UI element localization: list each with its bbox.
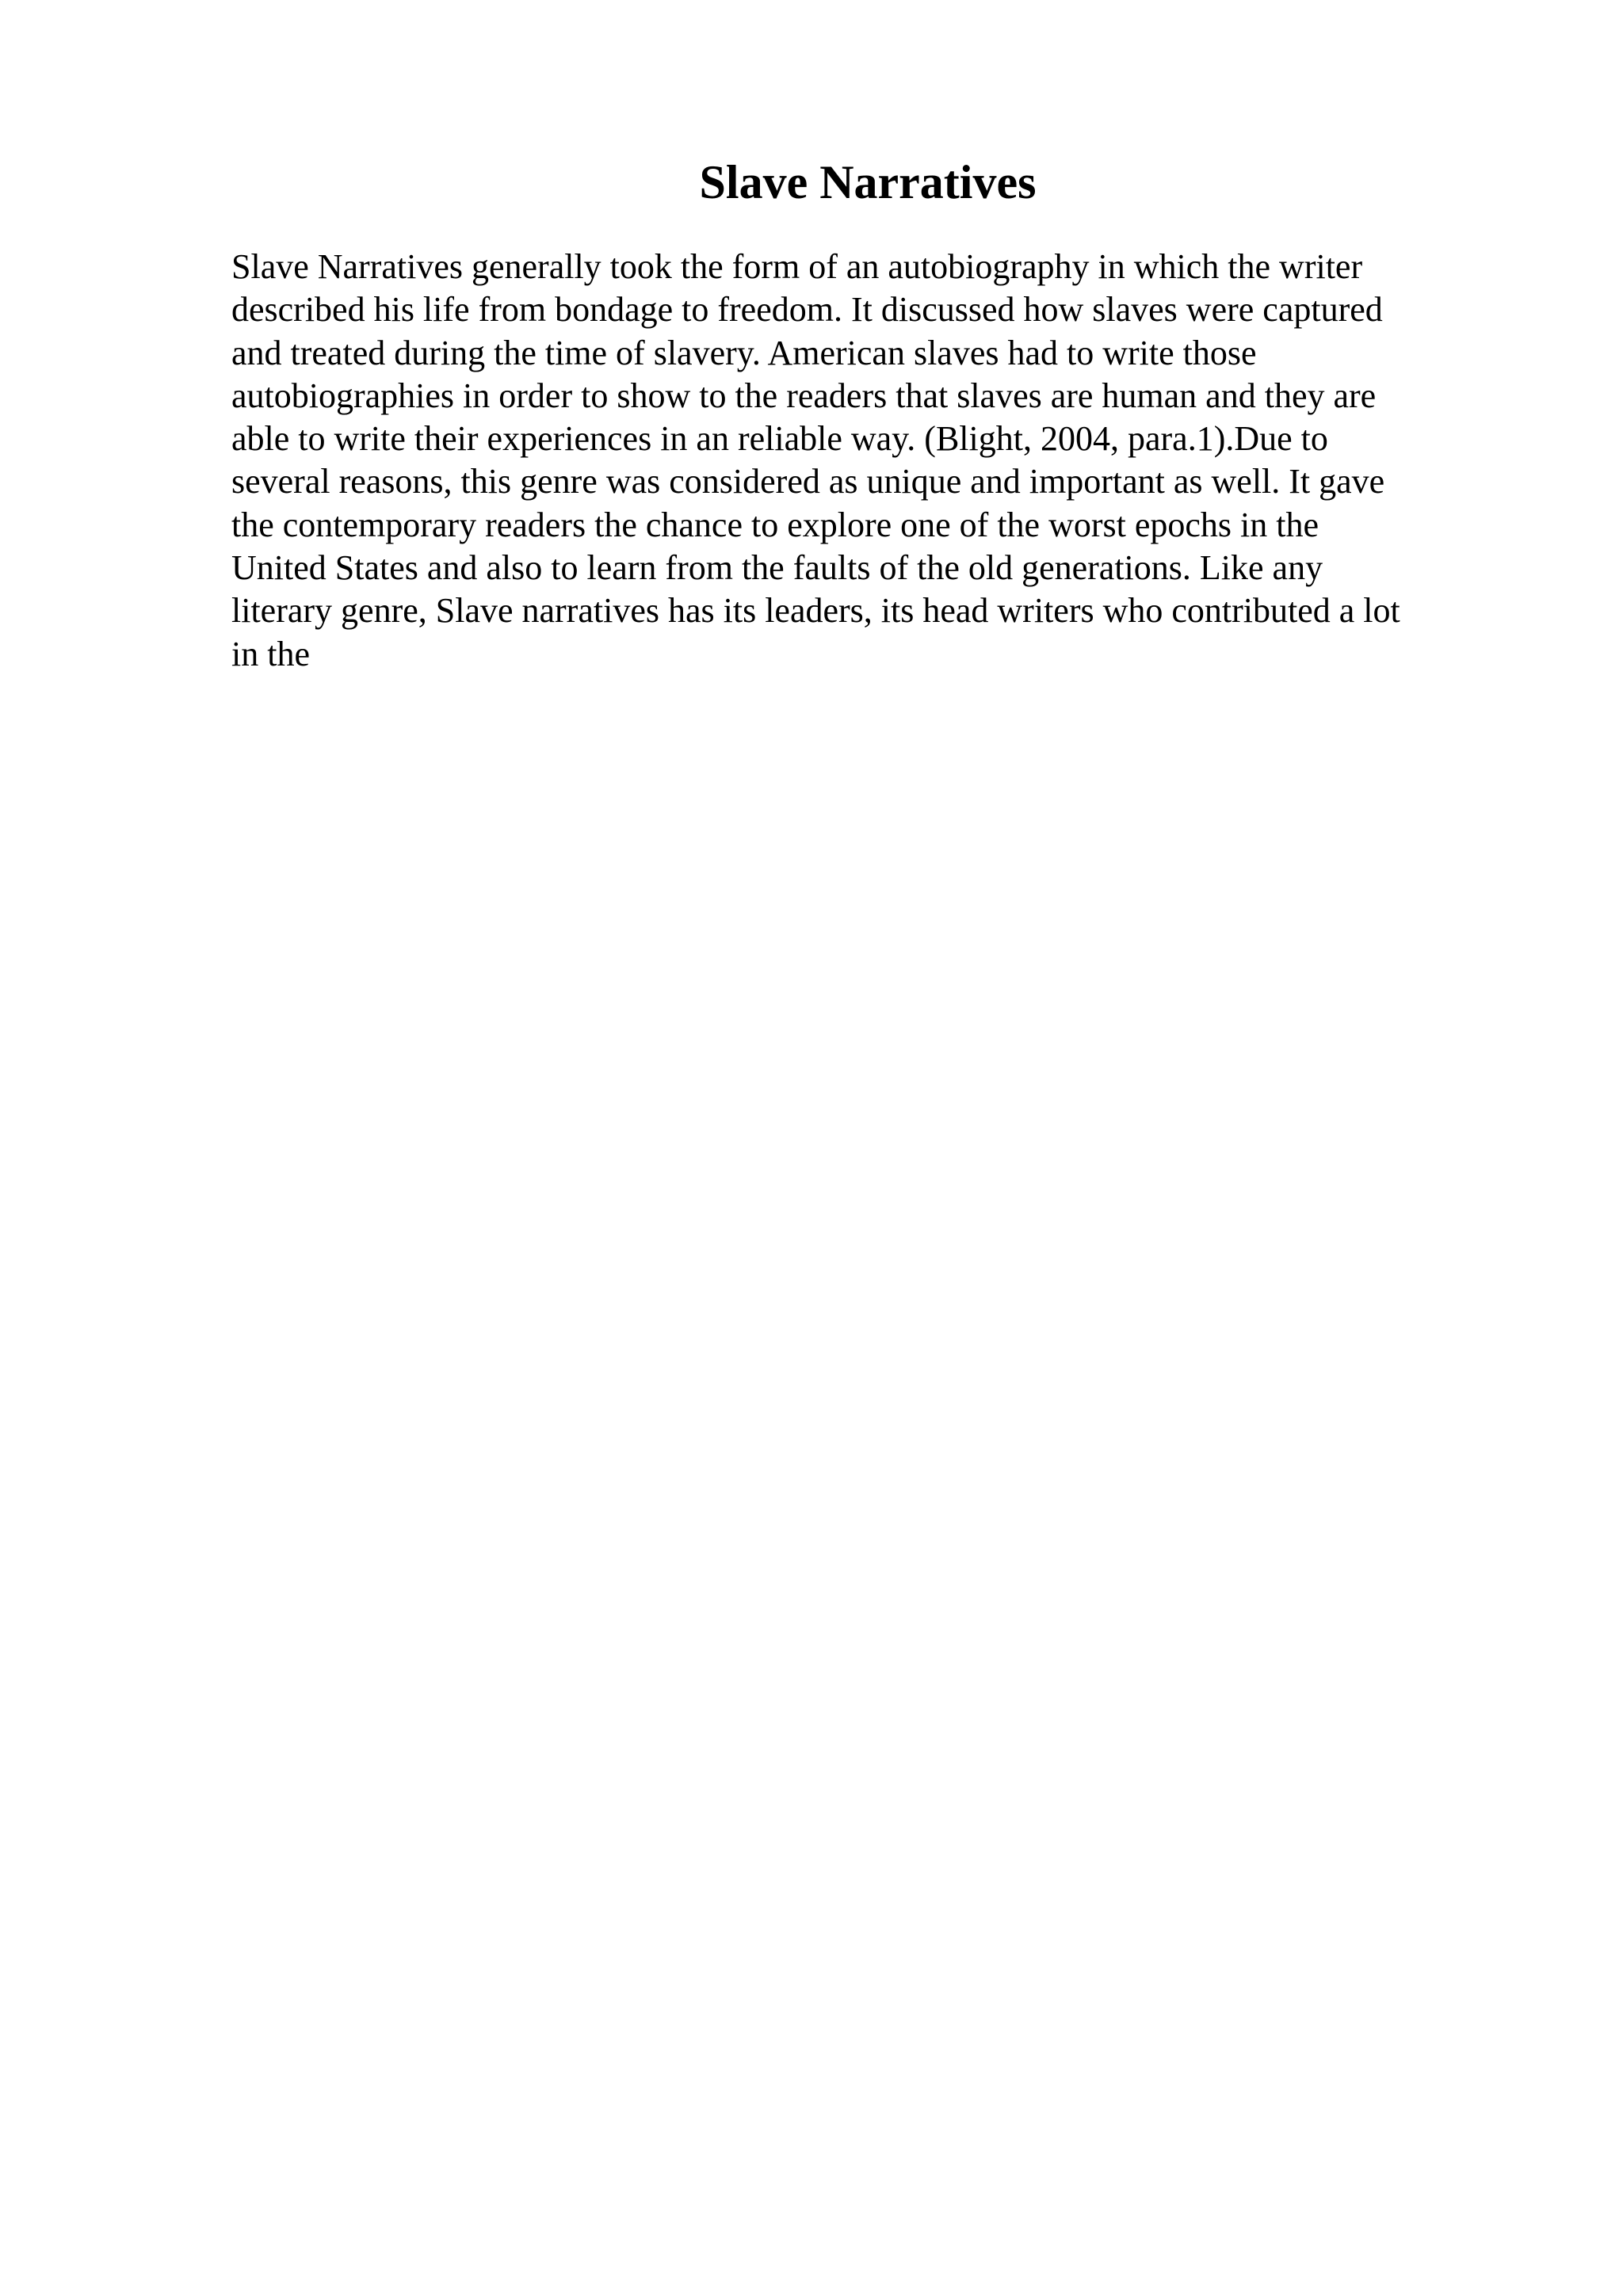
paragraph-line: and treated during the time of slavery. American slaves had to write those: [231, 333, 1257, 372]
paragraph-line: literary genre, Slave narratives has its leaders, its head writers who contributed a lot: [231, 591, 1400, 631]
body-paragraph: [231, 246, 1484, 676]
paragraph-line: several reasons, this genre was considered as unique and important as well. It gave: [231, 462, 1385, 502]
paragraph-line: able to write their experiences in an reliable way. (Blight, 2004, para.1).Due to: [231, 419, 1328, 459]
paragraph-line: the contemporary readers the chance to explore one of the worst epochs in the: [231, 505, 1319, 544]
paragraph-line: United States and also to learn from the faults of the old generations. Like any: [231, 548, 1323, 588]
paragraph-line: in the: [231, 634, 310, 673]
paragraph-line: described his life from bondage to freedom. It discussed how slaves were captured: [231, 290, 1383, 330]
paragraph-line: Slave Narratives generally took the form of an autobiography in which the writer: [231, 247, 1363, 286]
document-title: Slave Narratives: [699, 156, 1037, 208]
paragraph-line: autobiographies in order to show to the readers that slaves are human and they are: [231, 376, 1377, 415]
